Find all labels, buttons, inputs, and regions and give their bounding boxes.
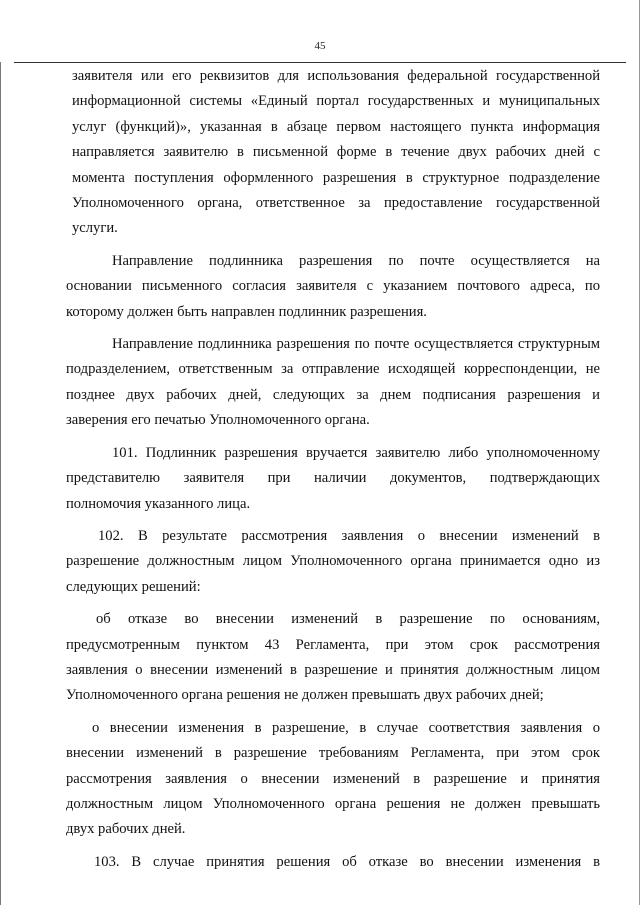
text-line: Направление подлинника разрешения по почте осуществляется структурным [112, 336, 600, 353]
text-line: момента поступления оформленного разрешения в структурное подразделение [72, 169, 600, 186]
text-line: 103. В случае принятия решения об отказе во внесении изменения в [94, 853, 600, 870]
paragraph-item-103 [66, 850, 600, 875]
text-line: направляется заявителю в письменной форме в течение двух рабочих дней с [72, 144, 600, 161]
text-line: двух рабочих дней. [66, 821, 186, 838]
text-line: рассмотрения заявления о внесении изменений в разрешение и принятия [66, 770, 600, 787]
paragraph-continuation [66, 64, 600, 242]
page-number: 45 [314, 40, 326, 52]
text-line: полномочия указанного лица. [66, 495, 251, 512]
text-line: разрешение должностным лицом Уполномоченного органа принимается одно из [66, 553, 600, 570]
paragraph-refusal-option [66, 607, 600, 709]
text-line: предусмотренным пунктом 43 Регламента, при этом срок рассмотрения [66, 636, 600, 653]
text-line: которому должен быть направлен подлинник разрешения. [66, 303, 427, 320]
text-line: 101. Подлинник разрешения вручается заявителю либо уполномоченному [112, 444, 600, 461]
text-line: позднее двух рабочих дней, следующих за днем подписания разрешения и [66, 386, 600, 403]
text-line: представителю заявителя при наличии документов, подтверждающих [66, 470, 600, 487]
text-line: заявителя или его реквизитов для использования федеральной государственной [72, 68, 600, 84]
text-line: услуг (функций)», указанная в абзаце первом настоящего пункта информация [72, 118, 600, 135]
paragraph-approval-option [66, 716, 600, 843]
text-line: должностным лицом Уполномоченного органа решения не должен превышать [66, 795, 600, 812]
text-line: заявления о внесении изменений в разрешение и принятия должностным лицом [66, 661, 600, 678]
text-line: подразделением, ответственным за отправление исходящей корреспонденции, не [66, 361, 600, 378]
text-line: услуги. [72, 220, 118, 237]
paragraph-mail-consent [66, 249, 600, 325]
text-line: информационной системы «Единый портал государственных и муниципальных [72, 93, 600, 110]
paragraph-mail-dispatch [66, 332, 600, 434]
text-line: о внесении изменения в разрешение, в случае соответствия заявления о [92, 719, 600, 736]
text-line: об отказе во внесении изменений в разрешение по основаниям, [96, 611, 600, 628]
text-line: Уполномоченного органа решения не должен превышать двух рабочих дней; [66, 687, 544, 704]
text-line: следующих решений: [66, 578, 201, 595]
scan-edge-left [0, 62, 1, 905]
text-line: заверения его печатью Уполномоченного органа. [66, 412, 370, 429]
text-line: Направление подлинника разрешения по почте осуществляется на [112, 252, 600, 269]
text-line: Уполномоченного органа, ответственное за предоставление государственной [72, 195, 600, 212]
document-body [66, 64, 600, 875]
header-rule [14, 62, 626, 63]
text-line: основании письменного согласия заявителя с указанием почтового адреса, по [66, 278, 600, 295]
text-line: внесении изменений в разрешение требованиям Регламента, при этом срок [66, 745, 600, 762]
paragraph-item-101 [66, 441, 600, 517]
paragraph-item-102 [66, 524, 600, 600]
text-line: 102. В результате рассмотрения заявления о внесении изменений в [98, 527, 600, 544]
